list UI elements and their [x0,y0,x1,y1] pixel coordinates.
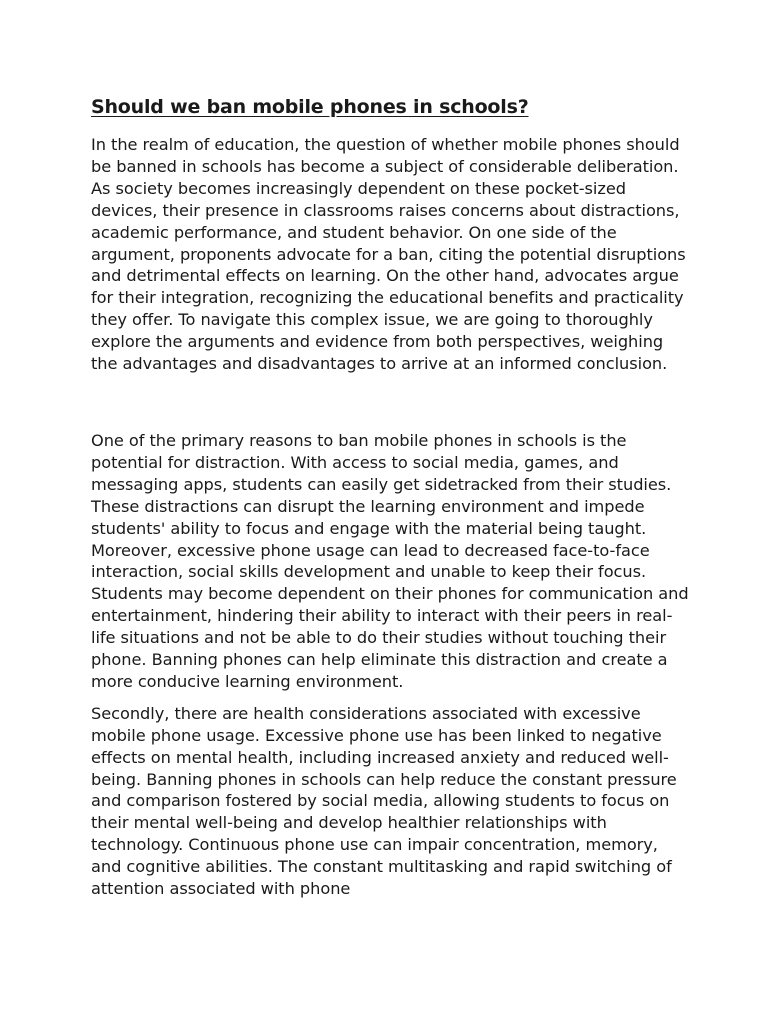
paragraph-distraction: One of the primary reasons to ban mobile phones in schools is the potential for distraction. With access to social media, games, and messaging apps, students can easily get sidetracked from their studies. These distractions can disrupt the learning environment and impede students' ability to focus and engage with the material being taught. Moreover, excessive phone usage can lead to decreased face-to-face interaction, social skills development and unable to keep their focus. Students may become dependent on their phones for communication and entertainment, hindering their ability to interact with their peers in real-life situations and not be able to do their studies without touching their phone. Banning phones can help eliminate this distraction and create a more conducive learning environment. [91,430,689,691]
document-page [91,94,691,900]
paragraph-intro: In the realm of education, the question of whether mobile phones should be banned in schools has become a subject of considerable deliberation. As society becomes increasingly dependent on these pocket-sized devices, their presence in classrooms raises concerns about distractions, academic performance, and student behavior. On one side of the argument, proponents advocate for a ban, citing the potential disruptions and detrimental effects on learning. On the other hand, advocates argue for their integration, recognizing the educational benefits and practicality they offer. To navigate this complex issue, we are going to thoroughly explore the arguments and evidence from both perspectives, weighing the advantages and disadvantages to arrive at an informed conclusion. [91,135,686,374]
paragraph-health: Secondly, there are health considerations associated with excessive mobile phone usage. Excessive phone use has been linked to negative effects on mental health, including increased anxiety and reduced well-being. Banning phones in schools can help reduce the constant pressure and comparison fostered by social media, allowing students to focus on their mental well-being and develop healthier relationships with technology. Continuous phone use can impair concentration, memory, and cognitive abilities. The constant multitasking and rapid switching of attention associated with phone [91,703,677,899]
paragraph-spacer [91,375,691,430]
document-title: Should we ban mobile phones in schools? [91,96,529,118]
